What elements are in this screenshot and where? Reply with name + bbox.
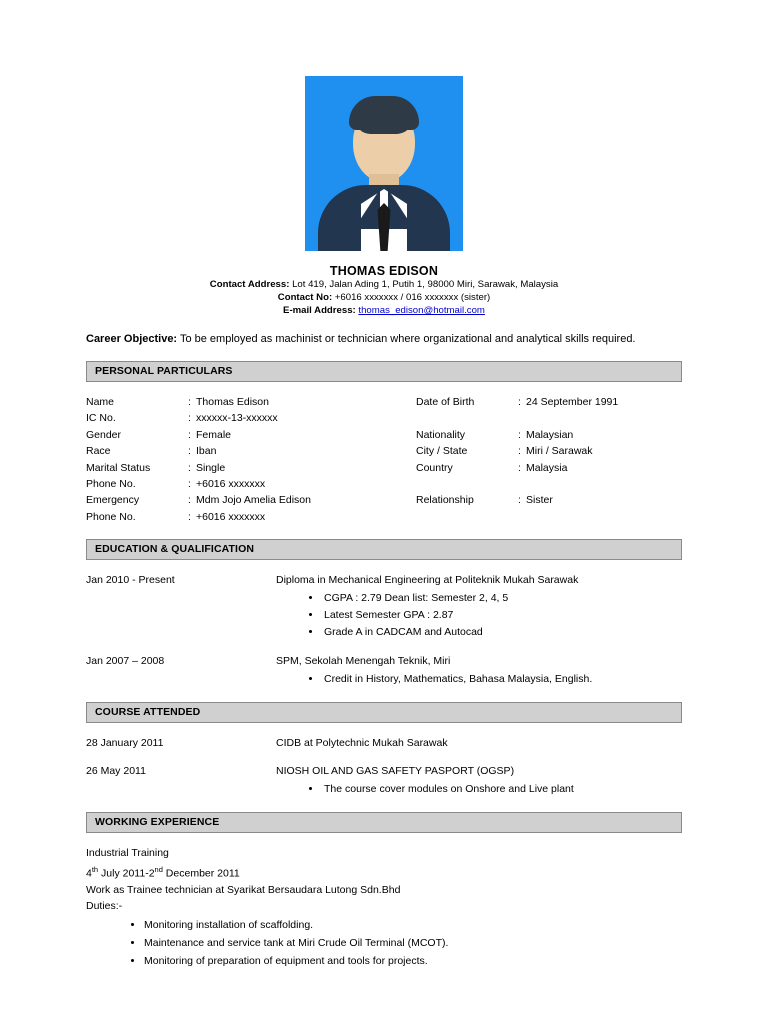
particulars-column-right (416, 394, 682, 525)
list-item: • Maintenance and service tank at Miri Crude Oil Terminal (MCOT). (144, 934, 682, 952)
particulars-row (416, 443, 682, 459)
particulars-column-left (86, 394, 416, 525)
course-entry (86, 763, 682, 798)
particulars-value: Sister (526, 494, 553, 507)
particulars-value: Malaysian (526, 428, 574, 441)
particulars-separator: : (188, 510, 191, 523)
contact-address-value: Lot 419, Jalan Ading 1, Putih 1, 98000 Miri, Sarawak, Malaysia (289, 279, 559, 290)
email-link[interactable]: thomas_edison@hotmail.com (358, 305, 485, 316)
contact-phone-label: Contact No: (277, 292, 333, 303)
education-bullets (276, 671, 682, 688)
education-bullets (276, 590, 682, 641)
particulars-label: Name (86, 396, 115, 408)
particulars-value: Female (196, 428, 232, 441)
contact-phone-line (86, 291, 682, 304)
particulars-label: IC No. (86, 412, 116, 425)
particulars-separator: : (188, 412, 191, 425)
particulars-label: Country (416, 461, 453, 474)
particulars-separator: : (518, 428, 521, 441)
particulars-row (86, 410, 416, 426)
career-objective-text: To be employed as machinist or technician where organizational and analytical skills required. (177, 333, 636, 345)
course-title: NIOSH OIL AND GAS SAFETY PASPORT (OGSP) (276, 765, 515, 778)
particulars-separator: : (188, 494, 191, 507)
particulars-row (86, 443, 416, 459)
particulars-separator: : (518, 396, 521, 408)
education-title: SPM, Sekolah Menengah Teknik, Miri (276, 655, 451, 668)
particulars-label: Phone No. (86, 510, 136, 523)
particulars-label: Date of Birth (416, 396, 475, 408)
particulars-row (86, 394, 416, 410)
particulars-separator: : (518, 445, 521, 458)
particulars-value: Mdm Jojo Amelia Edison (196, 494, 311, 507)
candidate-name: THOMAS EDISON (329, 264, 439, 278)
particulars-separator: : (188, 478, 191, 491)
education-title: Diploma in Mechanical Engineering at Politeknik Mukah Sarawak (276, 574, 579, 587)
particulars-spacer (416, 476, 682, 492)
particulars-label: Phone No. (86, 478, 136, 491)
particulars-separator: : (188, 461, 191, 474)
particulars-value: Malaysia (526, 461, 568, 474)
particulars-label: Marital Status (86, 461, 151, 474)
particulars-row (416, 492, 682, 508)
course-title: CIDB at Polytechnic Mukah Sarawak (276, 737, 448, 750)
particulars-separator: : (188, 445, 191, 458)
working-date-middle: July 2011-2 (98, 867, 155, 880)
course-body (276, 735, 682, 751)
particulars-value: +6016 xxxxxxx (196, 478, 266, 491)
particulars-value: Miri / Sarawak (526, 445, 593, 458)
particulars-separator: : (518, 461, 521, 474)
education-body (276, 572, 682, 641)
section-header-course: COURSE ATTENDED (86, 702, 682, 723)
particulars-separator: : (518, 494, 521, 507)
particulars-row (86, 492, 416, 508)
photo-hair (349, 96, 419, 130)
course-body (276, 763, 682, 798)
course-bullets (276, 781, 682, 798)
contact-address-line (86, 278, 682, 291)
list-item: • The course cover modules on Onshore and Live plant (322, 781, 682, 798)
education-body (276, 653, 682, 688)
contact-phone-value: +6016 xxxxxxx / 016 xxxxxxx (sister) (332, 292, 491, 303)
particulars-label: Emergency (86, 494, 140, 507)
particulars-row (86, 460, 416, 476)
course-date: 28 January 2011 (86, 737, 164, 750)
working-date-day: 4 (86, 867, 92, 880)
working-date-ordinal-1: th (91, 864, 99, 874)
particulars-value: 24 September 1991 (526, 396, 619, 408)
personal-particulars (86, 394, 682, 525)
list-item: • CGPA : 2.79 Dean list: Semester 2, 4, 5 (322, 590, 682, 607)
particulars-label: Gender (86, 428, 122, 441)
particulars-label: City / State (416, 445, 468, 458)
list-item: • Monitoring of preparation of equipment and tools for projects. (144, 952, 682, 970)
contact-address-label: Contact Address: (209, 279, 290, 290)
contact-email-label: E-mail Address: (283, 305, 356, 316)
career-objective (86, 332, 682, 347)
education-date: Jan 2010 - Present (86, 574, 175, 587)
course-date: 26 May 2011 (86, 765, 146, 778)
particulars-value: xxxxxx-13-xxxxxx (196, 412, 278, 425)
working-duties-list (86, 916, 682, 970)
course-entry (86, 735, 682, 751)
working-date-ordinal-2: nd (154, 864, 163, 874)
particulars-separator: : (188, 396, 191, 408)
working-dates (86, 862, 682, 882)
particulars-spacer (416, 410, 682, 426)
particulars-value: Iban (196, 445, 217, 458)
particulars-row (86, 509, 416, 525)
contact-email-line (86, 304, 682, 317)
particulars-value: +6016 xxxxxxx (196, 510, 266, 523)
particulars-row (416, 394, 682, 410)
particulars-row (416, 427, 682, 443)
particulars-separator: : (188, 428, 191, 441)
list-item: • Latest Semester GPA : 2.87 (322, 607, 682, 624)
profile-photo-icon (305, 76, 463, 251)
education-entry (86, 653, 682, 688)
list-item: • Grade A in CADCAM and Autocad (322, 624, 682, 641)
education-date: Jan 2007 – 2008 (86, 655, 165, 668)
particulars-label: Relationship (416, 494, 474, 507)
education-entry (86, 572, 682, 641)
particulars-label: Race (86, 445, 111, 458)
section-header-working: WORKING EXPERIENCE (86, 812, 682, 833)
working-title: Industrial Training (86, 847, 169, 860)
particulars-label: Nationality (416, 428, 466, 441)
particulars-row (86, 427, 416, 443)
working-date-end: December 2011 (162, 867, 240, 880)
list-item: • Monitoring installation of scaffolding. (144, 916, 682, 934)
working-role: Work as Trainee technician at Syarikat Bersaudara Lutong Sdn.Bhd (86, 883, 401, 896)
working-duties-label: Duties:- (86, 900, 123, 913)
particulars-value: Single (196, 461, 226, 474)
career-objective-label: Career Objective: (86, 333, 178, 345)
list-item: • Credit in History, Mathematics, Bahasa Malaysia, English. (322, 671, 682, 688)
section-header-education: EDUCATION & QUALIFICATION (86, 539, 682, 560)
photo-container (86, 76, 682, 251)
particulars-row (86, 476, 416, 492)
particulars-value: Thomas Edison (196, 396, 269, 408)
particulars-row (416, 460, 682, 476)
working-experience-block (86, 845, 682, 970)
section-header-personal: PERSONAL PARTICULARS (86, 361, 682, 382)
